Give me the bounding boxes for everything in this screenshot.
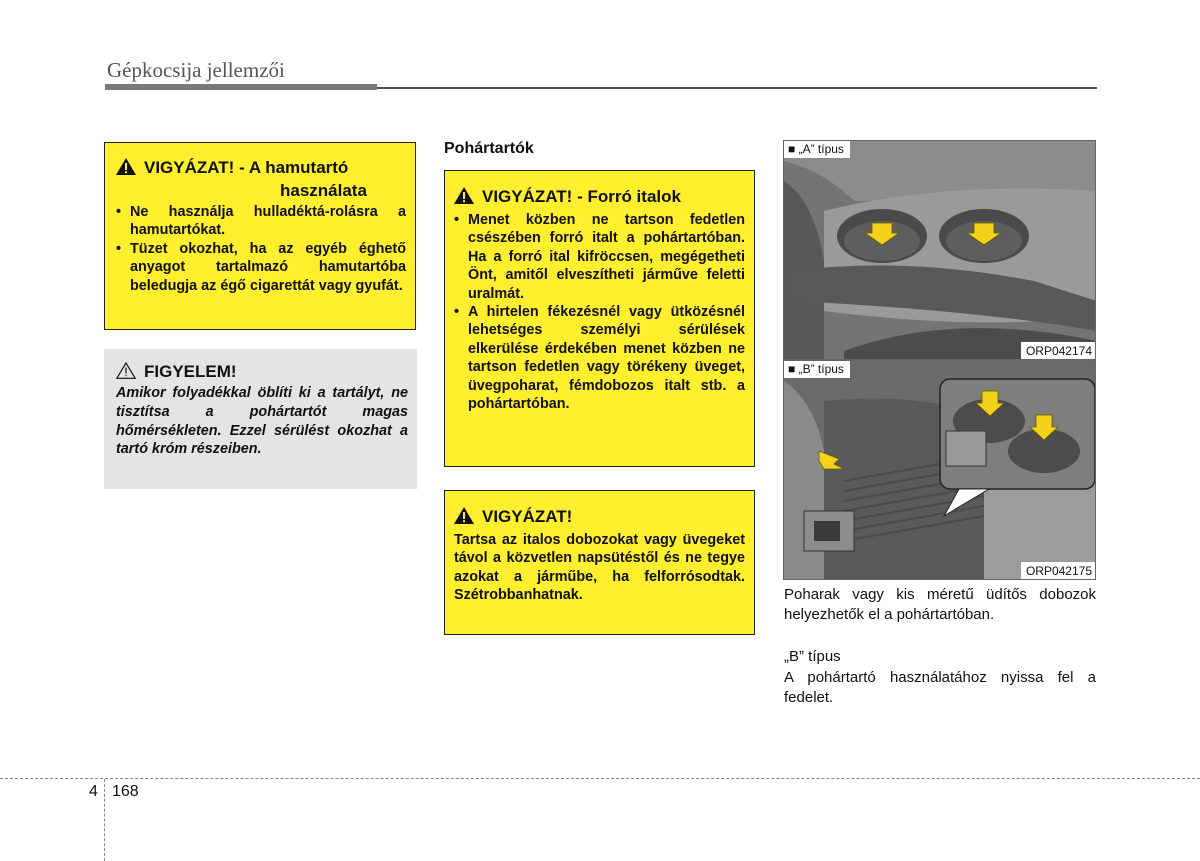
figure-code: ORP042174 <box>1021 342 1095 359</box>
warning-triangle-filled-icon <box>116 158 136 180</box>
figure-label: ■ „A” típus <box>784 141 850 158</box>
list-item: • A hirtelen fékezésnél vagy ütközésnél lehetséges személyi sérülések elkerülése érdekében menet közben ne tartson fedetlen vagy törékeny üveget, üvegpoharat, fémdobozos italt stb. a pohártartóban. <box>454 303 745 413</box>
caution-bullets <box>116 203 406 295</box>
list-item: • Ne használja hulladéktá-rolásra a hamutartókat. <box>116 203 406 240</box>
list-item: • Menet közben ne tartson fedetlen csészében forró italt a pohártartóban. Ha a forró ital kifröccsen, megégetheti Önt, amitől elveszítheti járműve feletti uralmát. <box>454 211 745 303</box>
cupholder-photo-b <box>784 361 1096 580</box>
paragraph-cupholder-usage: Poharak vagy kis méretű üdítős dobozok helyezhetők el a pohártartóban. <box>784 586 1096 623</box>
footer-divider <box>104 779 105 861</box>
cupholder-photo-a <box>784 141 1096 360</box>
caution-title: VIGYÁZAT! - Forró italok <box>454 186 745 209</box>
caution-box-ashtray <box>104 142 416 330</box>
chapter-number: 4 <box>89 783 98 800</box>
warning-triangle-filled-icon <box>454 507 474 529</box>
caution-title: VIGYÁZAT! <box>454 506 745 529</box>
header-rule-accent <box>105 84 377 90</box>
warning-triangle-outline-icon <box>116 362 136 384</box>
footer-rule <box>0 778 1200 779</box>
notice-title: FIGYELEM! <box>116 361 408 384</box>
caution-box-hot-drinks <box>444 170 755 467</box>
caution-title: VIGYÁZAT! - A hamutartó <box>116 157 406 180</box>
page-number: 168 <box>112 783 139 800</box>
figure-cupholder-type-a <box>783 140 1096 360</box>
notice-box <box>104 349 417 489</box>
notice-text: Amikor folyadékkal öblíti ki a tartályt, ne tisztítsa a pohártartót magas hőmérsékleten. Ezzel sérülést okozhat a tartó króm részeiben. <box>116 385 408 458</box>
section-heading: Pohártartók <box>444 140 534 157</box>
figure-cupholder-type-b <box>783 360 1096 580</box>
header-rule <box>377 87 1097 89</box>
paragraph-type-b: A pohártartó használatához nyissa fel a fedelet. <box>784 669 1096 706</box>
page-header-title: Gépkocsija jellemzői <box>107 58 285 82</box>
list-item: • Tüzet okozhat, ha az egyéb éghető anyagot tartalmazó hamutartóba beledugja az égő cigarettát vagy gyufát. <box>116 240 406 295</box>
caution-text: Tartsa az italos dobozokat vagy üvegeket távol a közvetlen napsütéstől és ne tegye azokat a járműbe, ha felforrósodtak. Szétrobbanhatnak. <box>454 532 745 604</box>
figure-label: ■ „B” típus <box>784 361 850 378</box>
warning-triangle-filled-icon <box>454 187 474 209</box>
caution-box-sunlight <box>444 490 755 635</box>
figure-code: ORP042175 <box>1021 562 1095 579</box>
type-b-heading: „B” típus <box>784 648 841 665</box>
caution-bullets <box>454 211 745 413</box>
caution-title-line2: használata <box>280 181 367 200</box>
